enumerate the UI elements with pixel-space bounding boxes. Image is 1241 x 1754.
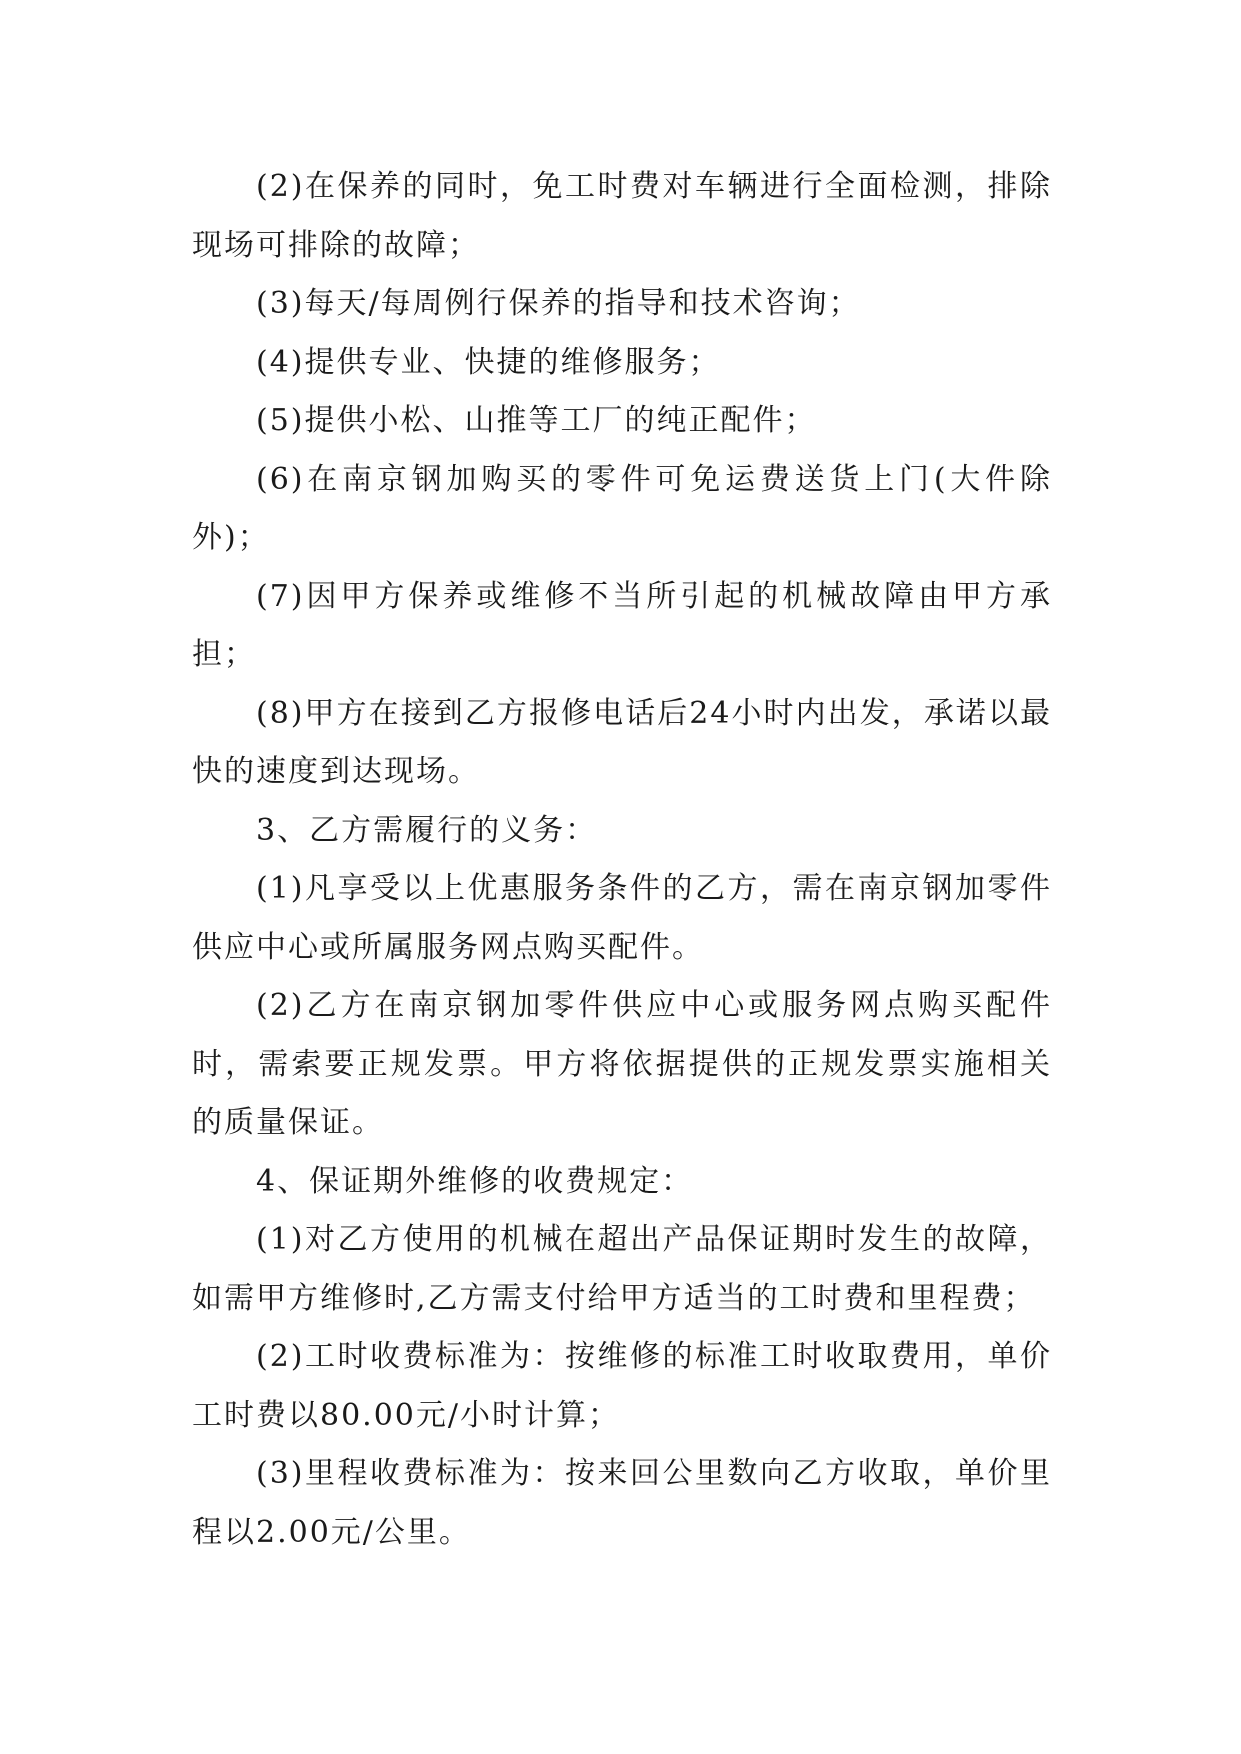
- paragraph-item-6-free-delivery: (6)在南京钢加购买的零件可免运费送货上门(大件除外)；: [192, 461, 1052, 555]
- paragraph-item-3-routine-guidance: (3)每天/每周例行保养的指导和技术咨询；: [256, 286, 861, 321]
- paragraph-item-2-maintenance-inspection: (2)在保养的同时，免工时费对车辆进行全面检测，排除现场可排除的故障；: [192, 169, 1052, 263]
- section-heading-out-of-warranty-fees: 4、保证期外维修的收费规定：: [256, 1163, 694, 1199]
- paragraph-item-4-repair-service: (4)提供专业、快捷的维修服务；: [256, 344, 721, 380]
- paragraph-obligation-1-purchase-parts: (1)凡享受以上优惠服务条件的乙方，需在南京钢加零件供应中心或所属服务网点购买配件。: [192, 871, 1052, 965]
- paragraph-fee-3-mileage-rate: (3)里程收费标准为：按来回公里数向乙方收取，单价里程以2.00元/公里。: [192, 1456, 1052, 1550]
- paragraph-item-7-improper-maintenance: (7)因甲方保养或维修不当所引起的机械故障由甲方承担；: [192, 578, 1052, 672]
- paragraph-fee-2-labor-rate: (2)工时收费标准为：按维修的标准工时收取费用，单价工时费以80.00元/小时计算；: [192, 1339, 1052, 1433]
- paragraph-fee-1-out-of-warranty: (1)对乙方使用的机械在超出产品保证期时发生的故障，如需甲方维修时,乙方需支付给甲方适当的工时费和里程费；: [192, 1222, 1052, 1316]
- paragraph-item-8-response-time: (8)甲方在接到乙方报修电话后24小时内出发，承诺以最快的速度到达现场。: [192, 695, 1052, 789]
- paragraph-obligation-2-invoice: (2)乙方在南京钢加零件供应中心或服务网点购买配件时，需索要正规发票。甲方将依据提供的正规发票实施相关的质量保证。: [192, 988, 1052, 1140]
- document-body: [192, 158, 1052, 1562]
- paragraph-item-5-genuine-parts: (5)提供小松、山推等工厂的纯正配件；: [256, 403, 817, 438]
- section-heading-party-b-obligations: 3、乙方需履行的义务：: [256, 812, 598, 848]
